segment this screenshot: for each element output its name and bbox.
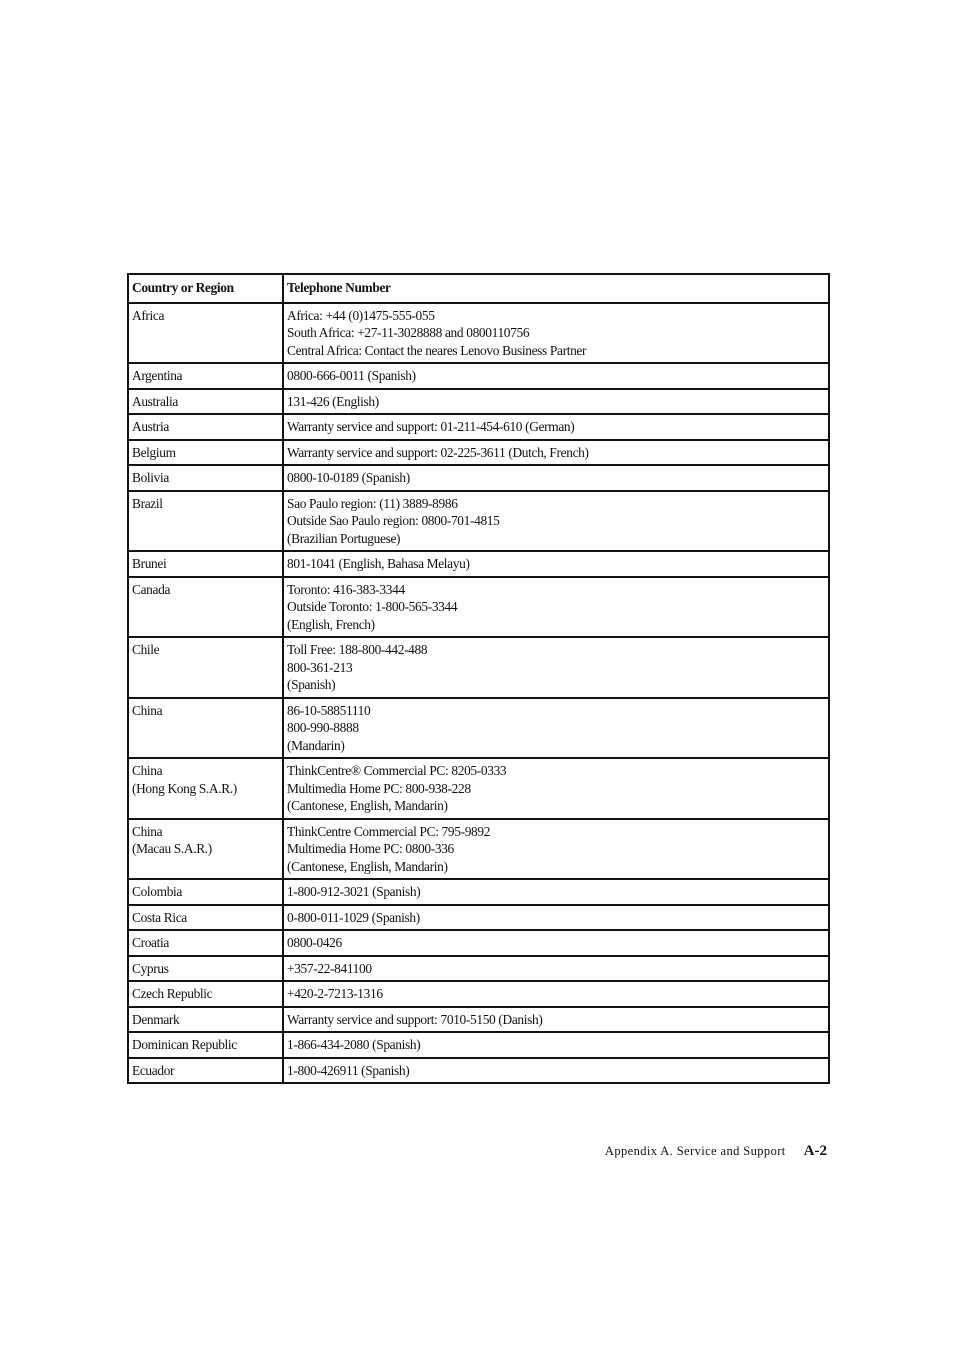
phone-text: Africa: +44 (0)1475-555-055 — [287, 307, 435, 323]
country-text: Denmark — [132, 1011, 180, 1027]
phone-text: Central Africa: Contact the neares Lenovo Business Partner — [287, 342, 587, 358]
phone-text: Multimedia Home PC: 0800-336 — [287, 841, 454, 856]
table-row — [128, 905, 829, 931]
phone-cell — [283, 1058, 829, 1084]
country-cell — [128, 363, 283, 389]
phone-cell — [283, 1032, 829, 1058]
phone-text: Warranty service and support: 01-211-454-610 (German) — [287, 419, 575, 434]
phone-cell — [283, 465, 829, 491]
country-cell — [128, 819, 283, 880]
table-row — [128, 1007, 829, 1033]
country-text: Austria — [132, 419, 169, 434]
country-text: China — [132, 763, 163, 778]
country-cell — [128, 465, 283, 491]
phone-text: Sao Paulo region: (11) 3889-8986 — [287, 495, 458, 511]
phone-cell — [283, 930, 829, 956]
country-text: Canada — [132, 581, 171, 597]
column-header-country: Country or Region — [128, 274, 283, 303]
country-text: Brunei — [132, 556, 167, 571]
country-cell — [128, 956, 283, 982]
phone-text: (English, French) — [287, 616, 375, 632]
table-row — [128, 879, 829, 905]
country-cell — [128, 577, 283, 638]
country-text: Australia — [132, 393, 178, 409]
page-number: A-2 — [803, 1143, 827, 1159]
phone-text: Toronto: 416-383-3344 — [287, 581, 405, 597]
phone-text: 0-800-011-1029 (Spanish) — [287, 909, 420, 925]
phone-text: ThinkCentre® Commercial PC: 8205-0333 — [287, 763, 507, 778]
country-text: Bolivia — [132, 470, 169, 485]
page-footer — [605, 1143, 827, 1160]
table-header-row — [128, 274, 829, 303]
country-cell — [128, 930, 283, 956]
table-row — [128, 389, 829, 415]
table-row — [128, 363, 829, 389]
table-row — [128, 577, 829, 638]
table-row — [128, 956, 829, 982]
country-cell — [128, 389, 283, 415]
country-text: Belgium — [132, 444, 176, 460]
phone-text: South Africa: +27-11-3028888 and 0800110756 — [287, 325, 530, 340]
table-row — [128, 303, 829, 364]
phone-cell — [283, 905, 829, 931]
phone-text: ThinkCentre Commercial PC: 795-9892 — [287, 823, 491, 839]
phone-cell — [283, 551, 829, 577]
phone-text: 1-866-434-2080 (Spanish) — [287, 1037, 421, 1052]
country-text: Argentina — [132, 368, 183, 383]
phone-text: Warranty service and support: 7010-5150 (Danish) — [287, 1011, 543, 1027]
phone-text: 1-800-426911 (Spanish) — [287, 1062, 410, 1078]
country-text: Colombia — [132, 884, 183, 899]
country-cell — [128, 981, 283, 1007]
phone-cell — [283, 577, 829, 638]
country-text: Costa Rica — [132, 909, 187, 925]
phone-text: 801-1041 (English, Bahasa Melayu) — [287, 556, 470, 571]
phone-cell — [283, 303, 829, 364]
phone-cell — [283, 363, 829, 389]
support-phone-table — [127, 273, 830, 1084]
table-row — [128, 637, 829, 698]
country-cell — [128, 1032, 283, 1058]
phone-text: Outside Toronto: 1-800-565-3344 — [287, 599, 458, 614]
phone-cell — [283, 491, 829, 552]
country-text: China — [132, 702, 163, 718]
phone-cell — [283, 758, 829, 819]
country-text: Croatia — [132, 935, 169, 950]
country-text: Chile — [132, 642, 160, 657]
country-cell — [128, 879, 283, 905]
country-text: (Hong Kong S.A.R.) — [132, 780, 237, 796]
country-text: China — [132, 823, 163, 839]
table-row — [128, 819, 829, 880]
phone-text: +420-2-7213-1316 — [287, 986, 383, 1001]
table-row — [128, 440, 829, 466]
country-cell — [128, 551, 283, 577]
country-cell — [128, 758, 283, 819]
phone-text: Outside Sao Paulo region: 0800-701-4815 — [287, 513, 500, 528]
table-row — [128, 698, 829, 759]
phone-text: Warranty service and support: 02-225-3611 (Dutch, French) — [287, 444, 589, 460]
phone-cell — [283, 981, 829, 1007]
phone-text: 800-361-213 — [287, 659, 353, 675]
phone-cell — [283, 389, 829, 415]
phone-text: 86-10-58851110 — [287, 702, 371, 718]
phone-text: 1-800-912-3021 (Spanish) — [287, 884, 421, 899]
country-text: Brazil — [132, 495, 163, 511]
country-text: Ecuador — [132, 1062, 175, 1078]
country-cell — [128, 637, 283, 698]
phone-cell — [283, 819, 829, 880]
phone-text: 131-426 (English) — [287, 393, 379, 409]
country-cell — [128, 440, 283, 466]
phone-cell — [283, 414, 829, 440]
phone-text: 800-990-8888 — [287, 720, 359, 735]
phone-text: Multimedia Home PC: 800-938-228 — [287, 780, 471, 796]
table-row — [128, 551, 829, 577]
country-text: Czech Republic — [132, 986, 213, 1001]
country-text: Dominican Republic — [132, 1037, 237, 1052]
phone-text: 0800-10-0189 (Spanish) — [287, 470, 410, 485]
phone-text: (Mandarin) — [287, 737, 345, 753]
phone-text: Toll Free: 188-800-442-488 — [287, 642, 428, 657]
phone-cell — [283, 879, 829, 905]
phone-text: (Spanish) — [287, 677, 336, 692]
phone-text: (Brazilian Portuguese) — [287, 530, 401, 546]
table-row — [128, 981, 829, 1007]
phone-text: +357-22-841100 — [287, 960, 372, 976]
country-cell — [128, 698, 283, 759]
phone-cell — [283, 440, 829, 466]
country-text: (Macau S.A.R.) — [132, 841, 212, 856]
country-text: Africa — [132, 307, 165, 323]
footer-section-title: Appendix A. Service and Support — [604, 1144, 786, 1158]
table-row — [128, 465, 829, 491]
phone-cell — [283, 637, 829, 698]
phone-text: (Cantonese, English, Mandarin) — [287, 858, 448, 874]
phone-cell — [283, 698, 829, 759]
phone-text: (Cantonese, English, Mandarin) — [287, 798, 448, 813]
table-row — [128, 414, 829, 440]
table-row — [128, 1058, 829, 1084]
phone-text: 0800-0426 — [287, 935, 342, 950]
country-cell — [128, 1058, 283, 1084]
table-row — [128, 758, 829, 819]
country-cell — [128, 491, 283, 552]
table-row — [128, 1032, 829, 1058]
country-cell — [128, 414, 283, 440]
country-cell — [128, 303, 283, 364]
phone-cell — [283, 956, 829, 982]
country-cell — [128, 1007, 283, 1033]
phone-cell — [283, 1007, 829, 1033]
country-cell — [128, 905, 283, 931]
table-body — [128, 303, 829, 1084]
table-row — [128, 930, 829, 956]
phone-text: 0800-666-0011 (Spanish) — [287, 368, 416, 383]
country-text: Cyprus — [132, 960, 169, 976]
column-header-phone: Telephone Number — [283, 274, 829, 303]
table-row — [128, 491, 829, 552]
